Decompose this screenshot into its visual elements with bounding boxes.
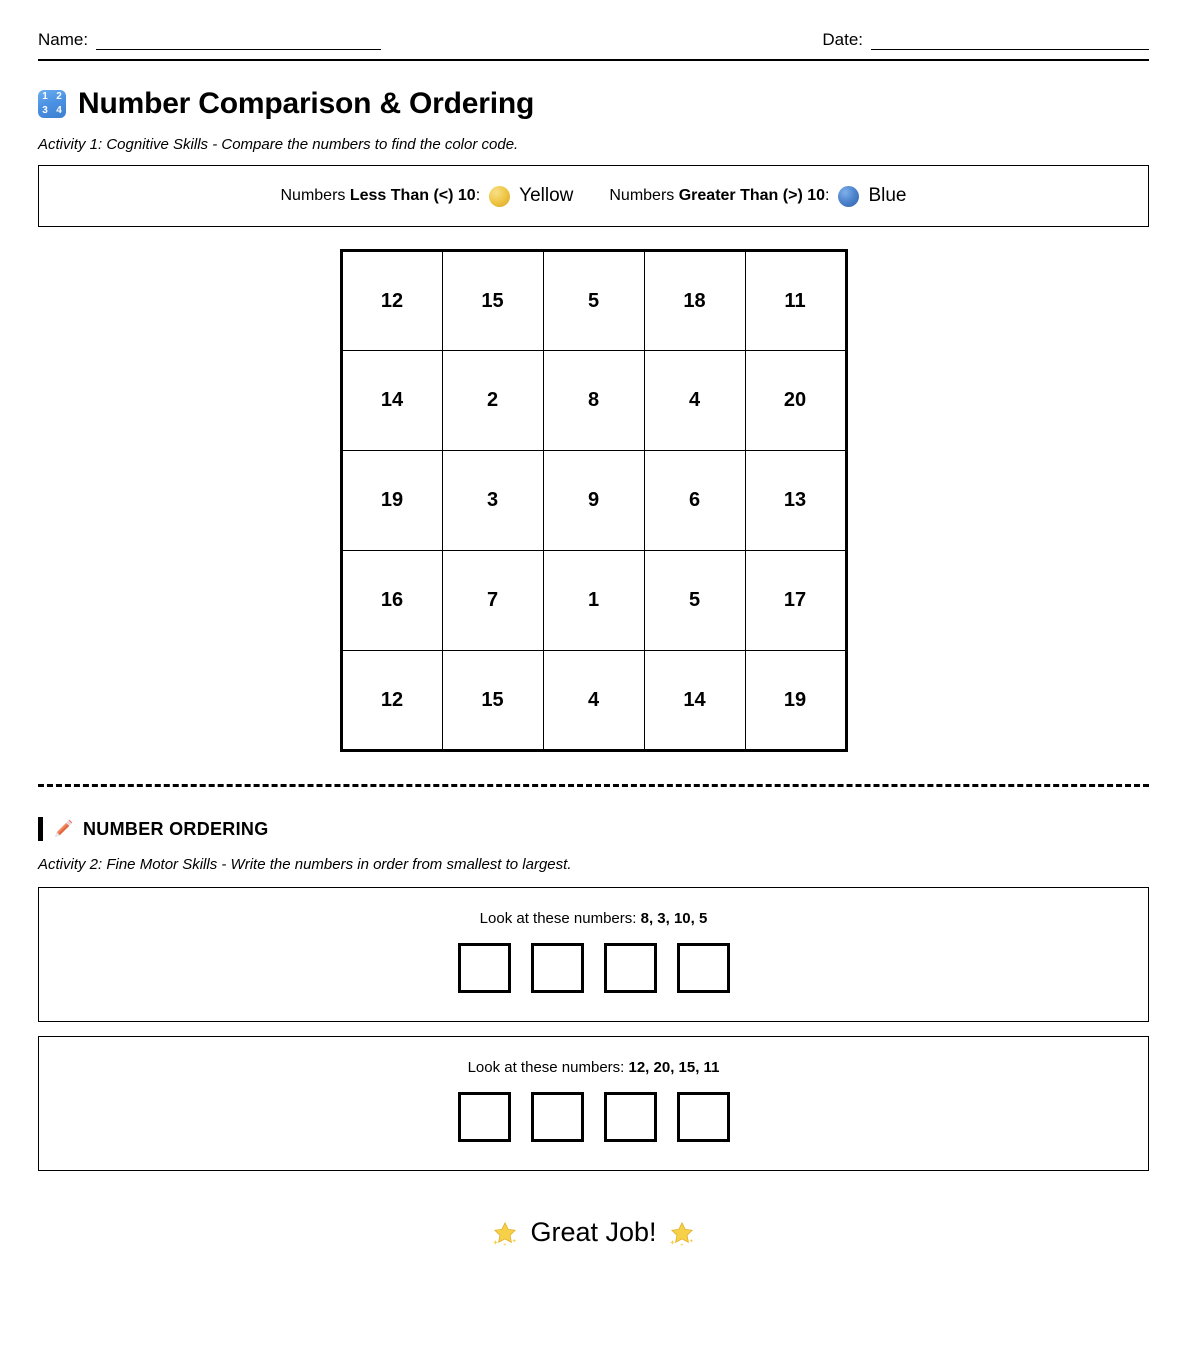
- footer-text: Great Job!: [530, 1217, 657, 1247]
- legend-text-blue: Numbers Greater Than (>) 10:: [609, 187, 830, 204]
- number-grid-cell[interactable]: 11: [745, 251, 846, 351]
- number-grid-cell[interactable]: 5: [644, 551, 745, 651]
- number-grid-cell[interactable]: 14: [644, 651, 745, 751]
- footer-encouragement: [38, 1217, 1149, 1248]
- answer-box[interactable]: [677, 1092, 730, 1142]
- answer-box[interactable]: [604, 1092, 657, 1142]
- number-grid-cell[interactable]: 4: [644, 351, 745, 451]
- glowing-star-icon-left: [492, 1220, 518, 1246]
- number-grid-row: [341, 251, 846, 351]
- name-date-row: [38, 30, 1149, 59]
- number-grid-row: [341, 451, 846, 551]
- exercise-numbers: 8, 3, 10, 5: [640, 910, 708, 927]
- icon-digit-3: 3: [42, 105, 48, 116]
- color-code-legend: [38, 165, 1149, 227]
- answer-box[interactable]: [604, 943, 657, 993]
- number-grid-cell[interactable]: 19: [745, 651, 846, 751]
- date-label: Date:: [822, 30, 863, 49]
- pencil-icon: [53, 819, 73, 839]
- answer-box[interactable]: [677, 943, 730, 993]
- icon-digit-2: 2: [56, 91, 62, 102]
- legend-item-blue: [609, 185, 906, 207]
- yellow-circle-icon: [489, 186, 510, 207]
- number-grid-cell[interactable]: 4: [543, 651, 644, 751]
- page-title: Number Comparison & Ordering: [78, 87, 535, 120]
- answer-box[interactable]: [458, 943, 511, 993]
- number-grid-cell[interactable]: 13: [745, 451, 846, 551]
- answer-box[interactable]: [531, 1092, 584, 1142]
- glowing-star-icon-right: [669, 1220, 695, 1246]
- answer-box[interactable]: [458, 1092, 511, 1142]
- name-label: Name:: [38, 30, 89, 49]
- number-grid-cell[interactable]: 9: [543, 451, 644, 551]
- number-grid-body: [341, 251, 846, 751]
- accent-bar: [38, 817, 43, 841]
- legend-text-yellow: Numbers Less Than (<) 10:: [280, 187, 481, 204]
- number-grid-row: [341, 551, 846, 651]
- number-grid: [340, 249, 848, 752]
- number-grid-cell[interactable]: 5: [543, 251, 644, 351]
- activity2-instruction: Activity 2: Fine Motor Skills - Write the numbers in order from smallest to largest.: [38, 856, 572, 873]
- exercise-prompt-label: Look at these numbers:: [467, 1059, 629, 1076]
- number-grid-cell[interactable]: 7: [442, 551, 543, 651]
- legend-color-name-blue: Blue: [868, 185, 907, 206]
- exercise-prompt: [39, 1059, 1148, 1076]
- number-grid-cell[interactable]: 14: [341, 351, 442, 451]
- activity2-header: [38, 817, 1149, 841]
- number-grid-cell[interactable]: 12: [341, 651, 442, 751]
- number-grid-cell[interactable]: 8: [543, 351, 644, 451]
- answer-box-row: [39, 1092, 1148, 1142]
- number-grid-cell[interactable]: 15: [442, 251, 543, 351]
- number-grid-cell[interactable]: 17: [745, 551, 846, 651]
- number-grid-cell[interactable]: 2: [442, 351, 543, 451]
- date-field-group: [822, 30, 1149, 50]
- blue-circle-icon: [838, 186, 859, 207]
- number-grid-cell[interactable]: 6: [644, 451, 745, 551]
- number-grid-wrapper: [38, 249, 1149, 752]
- section-divider: [38, 784, 1149, 787]
- number-grid-row: [341, 651, 846, 751]
- icon-digit-1: 1: [42, 91, 48, 102]
- number-grid-cell[interactable]: 1: [543, 551, 644, 651]
- legend-color-name-yellow: Yellow: [519, 185, 574, 206]
- exercise-numbers: 12, 20, 15, 11: [628, 1059, 720, 1076]
- number-grid-cell[interactable]: 3: [442, 451, 543, 551]
- number-grid-cell[interactable]: 16: [341, 551, 442, 651]
- answer-box[interactable]: [531, 943, 584, 993]
- page-title-row: [38, 87, 1149, 121]
- name-field-group: [38, 30, 381, 50]
- icon-digit-4: 4: [56, 105, 62, 116]
- number-grid-row: [341, 351, 846, 451]
- name-input-line[interactable]: [96, 33, 381, 50]
- activity2-title: NUMBER ORDERING: [83, 818, 269, 839]
- number-grid-cell[interactable]: 20: [745, 351, 846, 451]
- number-grid-cell[interactable]: 18: [644, 251, 745, 351]
- exercise-prompt-label: Look at these numbers:: [479, 910, 641, 927]
- number-grid-cell[interactable]: 12: [341, 251, 442, 351]
- ordering-exercise: [38, 887, 1149, 1022]
- ordering-exercises: [38, 887, 1149, 1171]
- number-grid-cell[interactable]: 19: [341, 451, 442, 551]
- activity1-instruction: Activity 1: Cognitive Skills - Compare the numbers to find the color code.: [38, 136, 519, 153]
- answer-box-row: [39, 943, 1148, 993]
- exercise-prompt: [39, 910, 1148, 927]
- date-input-line[interactable]: [871, 33, 1149, 50]
- ordering-exercise: [38, 1036, 1149, 1171]
- header-divider: [38, 59, 1149, 61]
- input-numbers-icon: [38, 90, 66, 118]
- legend-item-yellow: [281, 185, 574, 207]
- number-grid-cell[interactable]: 15: [442, 651, 543, 751]
